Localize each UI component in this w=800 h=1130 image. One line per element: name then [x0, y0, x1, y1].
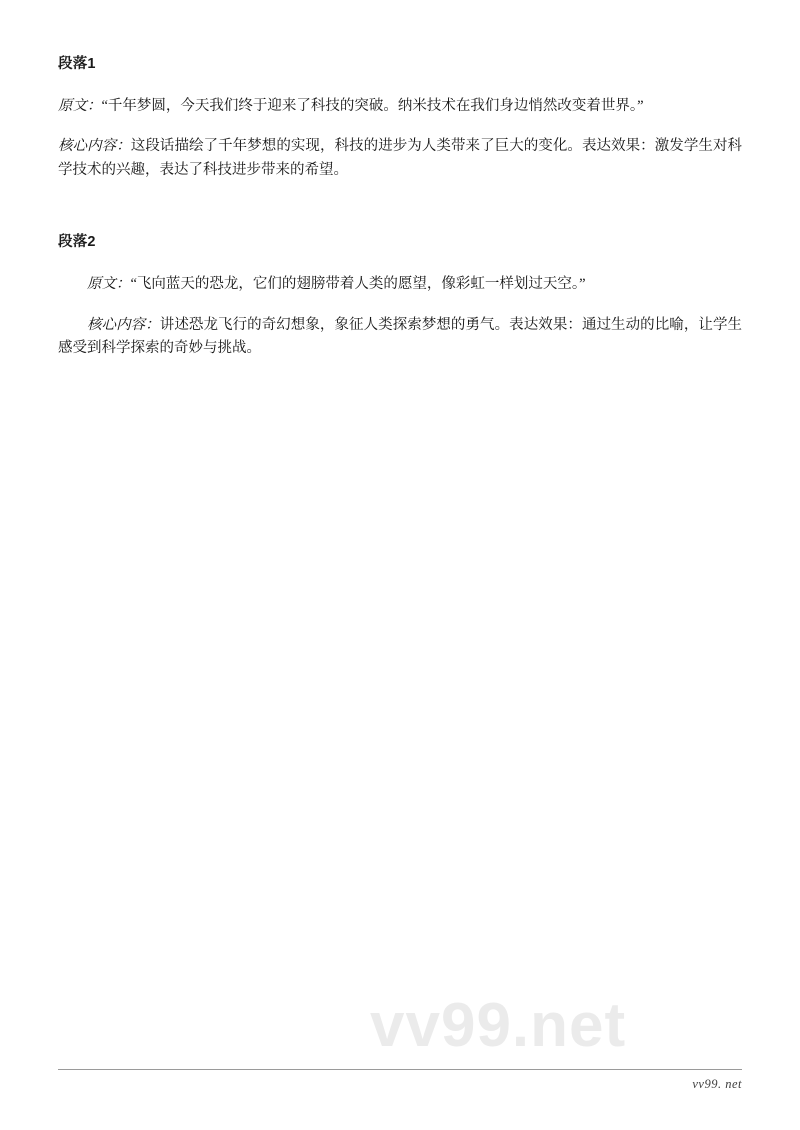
footer-divider — [58, 1069, 742, 1070]
section-heading-2: 段落2 — [58, 234, 96, 251]
paragraph-2-original — [58, 273, 742, 296]
paragraph-label-core: 核心内容： — [58, 138, 131, 155]
paragraph-2-core — [58, 314, 742, 361]
paragraph-label-original: 原文： — [87, 276, 131, 293]
document-body — [58, 52, 742, 361]
paragraph-1-original — [58, 95, 742, 118]
paragraph-1-core — [58, 135, 742, 182]
paragraph-text: 讲述恐龙飞行的奇幻想象，象征人类探索梦想的勇气。表达效果：通过生动的比喻，让学生感受到科学探索的奇妙与挑战。 — [58, 316, 743, 357]
paragraph-text: 这段话描绘了千年梦想的实现，科技的进步为人类带来了巨大的变化。表达效果：激发学生对科学技术的兴趣，表达了科技进步带来的希望。 — [58, 138, 743, 178]
watermark: vv99.net — [370, 991, 627, 1060]
paragraph-label-core: 核心内容： — [87, 316, 160, 333]
paragraph-label-original: 原文： — [58, 98, 102, 114]
paragraph-text: “千年梦圆，今天我们终于迎来了科技的突破。纳米技术在我们身边悄然改变着世界。” — [101, 98, 644, 114]
footer-label: vv99. net — [692, 1077, 742, 1091]
section-heading-1: 段落1 — [58, 56, 96, 72]
paragraph-text: “飞向蓝天的恐龙，它们的翅膀带着人类的愿望，像彩虹一样划过天空。” — [130, 276, 586, 293]
